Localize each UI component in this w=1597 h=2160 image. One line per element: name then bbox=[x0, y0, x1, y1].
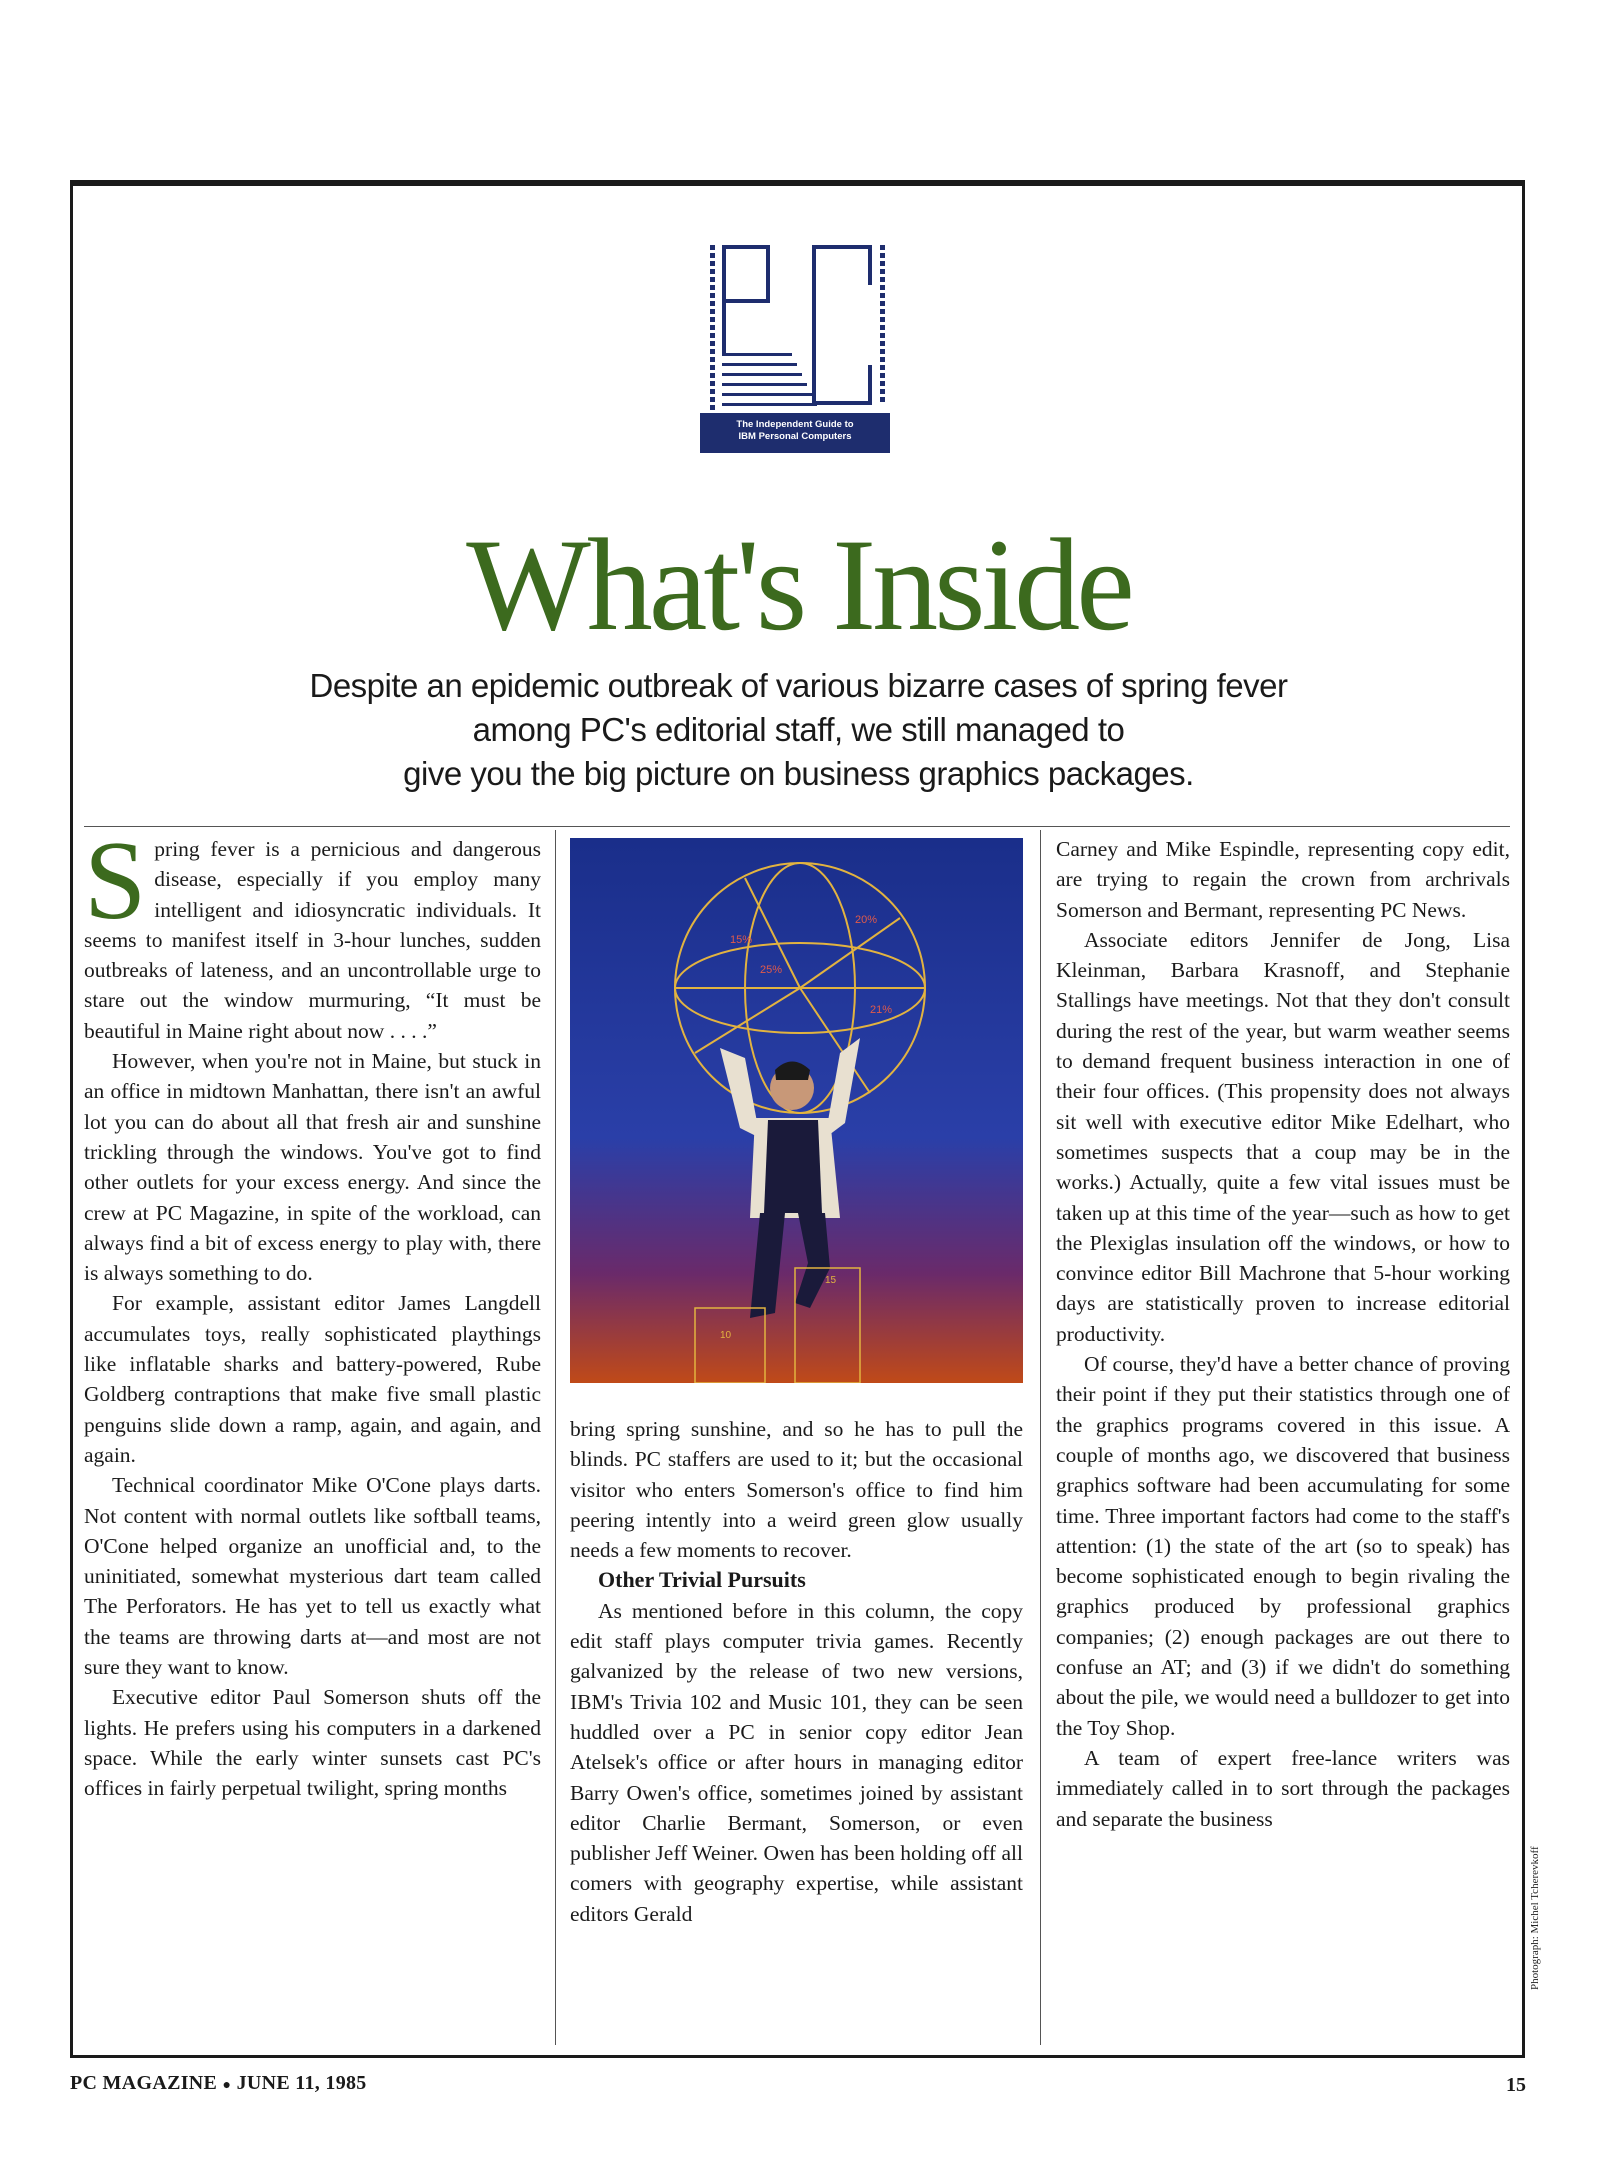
paragraph-1 bbox=[84, 834, 541, 1046]
pie-label: 20% bbox=[855, 914, 878, 926]
paragraph-1-text: pring fever is a pernicious and dangerous disease, especially if you employ many intelligent and idiosyncratic individuals. It seems to manifest itself in 3-hour lunches, sudden outbreaks of lateness, and an uncontrollable urge to stare out the window murmuring, “It must be beautiful in Maine right about now . . . .” bbox=[84, 837, 541, 1043]
pie-label: 21% bbox=[870, 1004, 893, 1016]
logo-p-dots bbox=[710, 245, 715, 410]
drop-cap: S bbox=[84, 834, 147, 943]
footer-bullet: ● bbox=[222, 2078, 232, 2093]
paragraph-7: As mentioned before in this column, the copy edit staff plays computer trivia games. Recently galvanized by the release of two new versions, IBM's Trivia 102 and Music 101, they can be seen huddled over a PC in senior copy editor Jean Atelsek's office or after hours in managing editor Barry Owen's office, sometimes joined by assistant editor Charlie Bermant, Somerson, or even publisher Jeff Weiner. Owen has been holding off all comers with geography expertise, while assistant editors Gerald bbox=[570, 1598, 1023, 1926]
atlas-globe-photo bbox=[570, 838, 1023, 1383]
bar-label: 15 bbox=[825, 1275, 837, 1286]
bar-label: 10 bbox=[720, 1330, 732, 1341]
article-column-2 bbox=[570, 1414, 1023, 2046]
page-title: What's Inside bbox=[466, 511, 1131, 658]
logo-tagline-line1: The Independent Guide to bbox=[736, 419, 854, 430]
paragraph-11: A team of expert free-lance writers was immediately called in to sort through the packages and separate the business bbox=[1056, 1745, 1510, 1831]
subtitle-line3: give you the big picture on business graphics packages. bbox=[403, 755, 1194, 792]
footer-magazine-name: PC MAGAZINE bbox=[70, 2072, 218, 2094]
column-divider-1 bbox=[555, 830, 556, 2045]
photo-credit: Photograph: Michel Tcherevkoff bbox=[1529, 1846, 1541, 1990]
subtitle-line2: among PC's editorial staff, we still managed to bbox=[472, 711, 1125, 748]
paragraph-2: However, when you're not in Maine, but stuck in an office in midtown Manhattan, there isn't an awful lot you can do about all that fresh air and sunshine trickling through the windows. You've got to find other outlets for your excess energy. And since the crew at PC Magazine, in spite of the workload, can always find a bit of excess energy to play with, there is always something to do. bbox=[84, 1049, 541, 1286]
pie-label: 25% bbox=[760, 964, 783, 976]
paragraph-4: Technical coordinator Mike O'Cone plays darts. Not content with normal outlets like softball teams, O'Cone helped organize an unofficial and, to the uninitiated, somewhat mysterious dart team called The Perforators. He has yet to tell us exactly what the teams are throwing darts at—and most are not sure they want to know. bbox=[84, 1473, 541, 1680]
footer-publication bbox=[70, 2072, 367, 2095]
paragraph-9: Associate editors Jennifer de Jong, Lisa Kleinman, Barbara Krasnoff, and Stephanie Stallings have meetings. Not that they don't consult during the rest of the year, but warm weather seems to demand frequent business interaction in one of their four offices. (This propensity does not always sit well with executive editor Mike Edelhart, who sometimes suspects that a coup may be in the works.) Actually, quite a few vital issues must be taken up at this time of the year—such as how to get the Plexiglas insulation off the windows, or how to convince editor Bill Machrone that 5-hour working days are statistically proven to increase editorial productivity. bbox=[1056, 927, 1510, 1346]
column-top-rule bbox=[84, 826, 1510, 827]
pie-label: 15% bbox=[730, 934, 753, 946]
paragraph-5: Executive editor Paul Somerson shuts off the lights. He prefers using his computers in a darkened space. While the early winter sunsets cast PC's offices in fairly perpetual twilight, spring months bbox=[84, 1685, 541, 1801]
subtitle-line1: Despite an epidemic outbreak of various bizarre cases of spring fever bbox=[309, 667, 1288, 704]
article-column-1 bbox=[84, 834, 541, 2046]
logo-tagline-line2: IBM Personal Computers bbox=[738, 431, 852, 442]
column-divider-2 bbox=[1040, 830, 1041, 2045]
subtitle bbox=[220, 664, 1377, 796]
subhead-other-trivial-pursuits: Other Trivial Pursuits bbox=[598, 1567, 806, 1593]
article-column-3 bbox=[1056, 834, 1510, 2046]
paragraph-8: Carney and Mike Espindle, representing copy edit, are trying to regain the crown from archrivals Somerson and Bermant, representing PC News. bbox=[1056, 837, 1510, 922]
paragraph-3: For example, assistant editor James Langdell accumulates toys, really sophisticated playthings like inflatable sharks and battery-powered, Rube Goldberg contraptions that make five small plastic penguins slide down a ramp, again, and again, and again. bbox=[84, 1291, 541, 1467]
footer-date: JUNE 11, 1985 bbox=[236, 2072, 367, 2094]
paragraph-10: Of course, they'd have a better chance of proving their point if they put their statistics through one of the graphics programs covered in this issue. A couple of months ago, we discovered that business graphics software had been accumulating for some time. Three important factors had come to the staff's attention: (1) the state of the art (so to speak) has become sophisticated enough to begin rivaling the graphics produced by professional graphics companies; (2) enough packages are out there to confuse an AT; and (3) if we didn't do something about the pile, we would need a bulldozer to get into the Toy Shop. bbox=[1056, 1352, 1510, 1740]
logo-tagline bbox=[700, 413, 890, 453]
paragraph-6: bring spring sunshine, and so he has to pull the blinds. PC staffers are used to it; but the occasional visitor who enters Somerson's office to find him peering intently into a weird green glow usually needs a few moments to recover. bbox=[570, 1417, 1023, 1563]
page-number: 15 bbox=[1506, 2074, 1526, 2096]
